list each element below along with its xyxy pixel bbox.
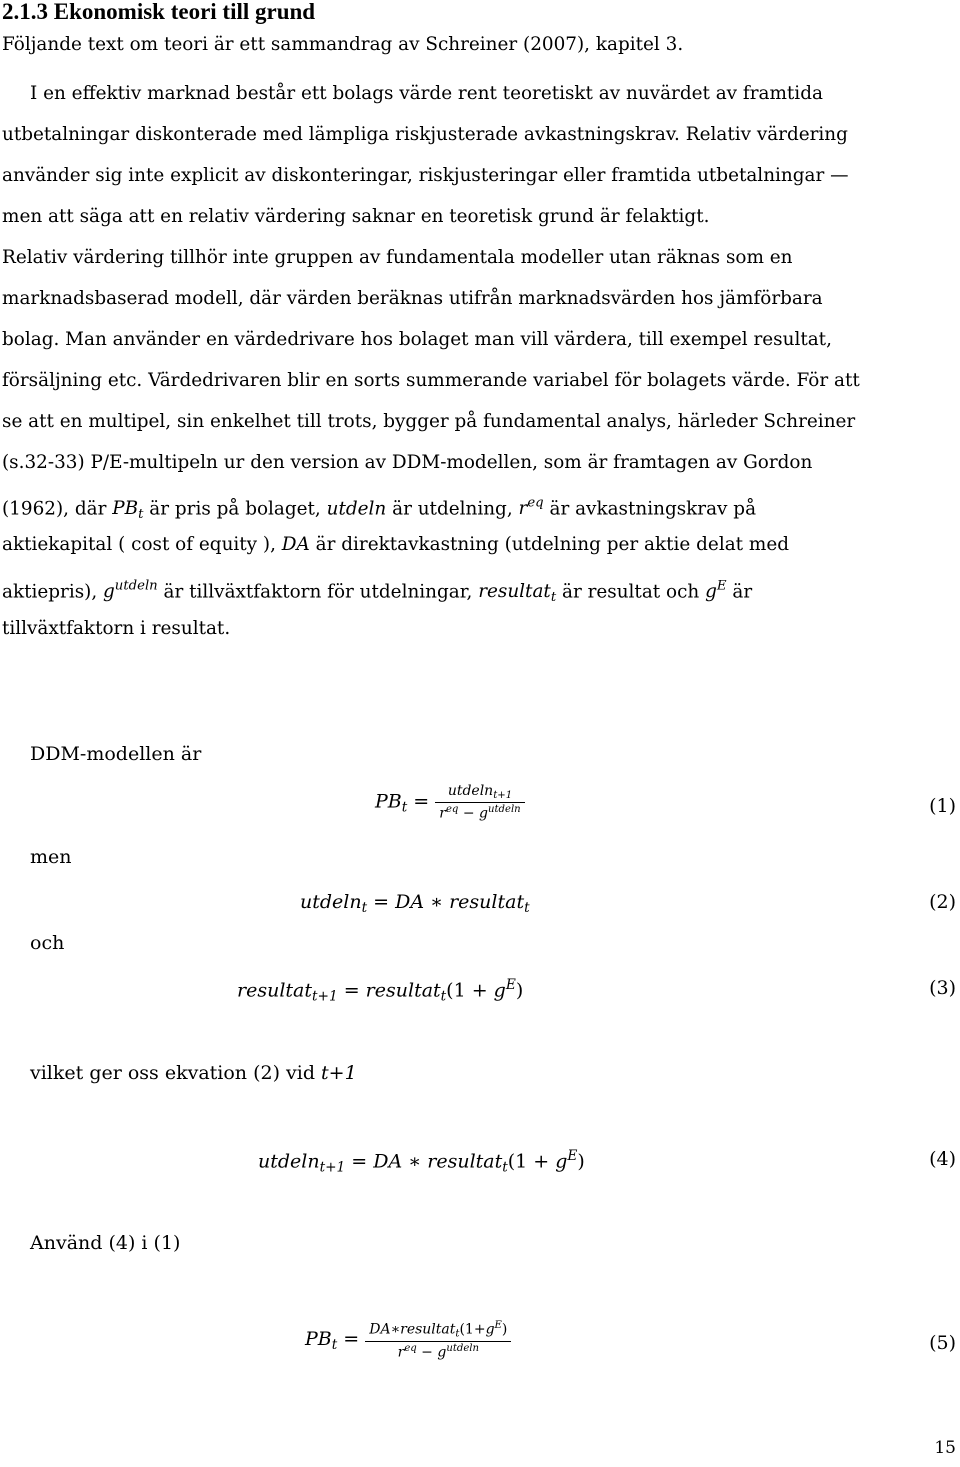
paragraph-line-6: marknadsbaserad modell, där värden beräknas utifrån marknadsvärden hos jämförbara [2,288,823,309]
pb-symbol: $PB_t$ [112,498,144,523]
paragraph-line-13: aktiepris), $g^{utdeln}$ är tillväxtfaktorn för utdelningar, resultat$_t$ är resultat och $g^E$ är [2,579,753,606]
equation-number-1: (1) [929,795,956,817]
vilket-label: vilket ger oss ekvation (2) vid t+1 [30,1062,357,1084]
da-symbol: DA [281,534,310,555]
equation-number-3: (3) [929,977,956,999]
ddm-label: DDM-modellen är [30,743,202,765]
equation-3: resultat$_{t+1}$ = resultat$_t$(1 + $g^E$) [237,977,524,1005]
och-label: och [30,932,65,954]
resultat-t-symbol: resultat$_t$ [478,581,557,606]
anvand-label: Använd (4) i (1) [30,1232,181,1254]
paragraph-line-7: bolag. Man använder en värdedrivare hos bolaget man vill värdera, till exempel resultat, [2,329,832,350]
paragraph-line-5: Relativ värdering tillhör inte gruppen av fundamentala modeller utan räknas som en [2,247,793,268]
paragraph-line-11: (1962), där $PB_t$ är pris på bolaget, utdeln är utdelning, $r^{eq}$ är avkastningskrav på [2,496,757,523]
paragraph-line-1: I en effektiv marknad består ett bolags värde rent teoretiskt av nuvärdet av framtida [30,83,823,104]
paragraph-line-4: men att säga att en relativ värdering saknar en teoretisk grund är felaktigt. [2,206,710,227]
paragraph-line-12: aktiekapital ( cost of equity ), DA är direktavkastning (utdelning per aktie delat med [2,534,789,555]
men-label: men [30,846,72,868]
equation-5: $PB_t$ = $\frac{DA∗resultat_t(1+g^E)}{r^{eq} - g^{utdeln}}$ [305,1320,511,1360]
page-number: 15 [934,1438,956,1458]
paragraph-line-10: (s.32-33) P/E-multipeln ur den version av DDM-modellen, som är framtagen av Gordon [2,452,813,473]
equation-4: utdeln$_{t+1}$ = DA ∗ resultat$_t$(1 + $g^E$) [258,1148,585,1176]
paragraph-line-2: utbetalningar diskonterade med lämpliga riskjusterade avkastningskrav. Relativ värdering [2,124,848,145]
section-heading: 2.1.3 Ekonomisk teori till grund [2,0,316,24]
g-e-symbol: $g^E$ [705,579,727,603]
paragraph-line-3: använder sig inte explicit av diskonteringar, riskjusteringar eller framtida utbetalningar — [2,165,849,186]
equation-5-fraction: $\frac{DA∗resultat_t(1+g^E)}{r^{eq} - g^{utdeln}}$ [365,1320,511,1360]
equation-number-5: (5) [929,1332,956,1354]
intro-line: Följande text om teori är ett sammandrag av Schreiner (2007), kapitel 3. [2,34,684,55]
equation-1: $PB_t$ = $\frac{utdeln_{t+1}}{r^{eq} - g^{utdeln}}$ [375,783,525,822]
equation-1-fraction: $\frac{utdeln_{t+1}}{r^{eq} - g^{utdeln}}$ [435,783,524,822]
paragraph-line-14: tillväxtfaktorn i resultat. [2,618,231,639]
g-utdeln-symbol: $g^{utdeln}$ [103,579,158,603]
req-symbol: $r^{eq}$ [518,496,544,520]
equation-2: utdeln$_t$ = DA ∗ resultat$_t$ [300,891,530,917]
paragraph-line-9: se att en multipel, sin enkelhet till trots, bygger på fundamental analys, härleder Schreiner [2,411,856,432]
paragraph-line-8: försäljning etc. Värdedrivaren blir en sorts summerande variabel för bolagets värde. För att [2,370,860,391]
equation-number-2: (2) [929,891,956,913]
utdeln-symbol: utdeln [326,498,387,520]
equation-number-4: (4) [929,1148,956,1170]
